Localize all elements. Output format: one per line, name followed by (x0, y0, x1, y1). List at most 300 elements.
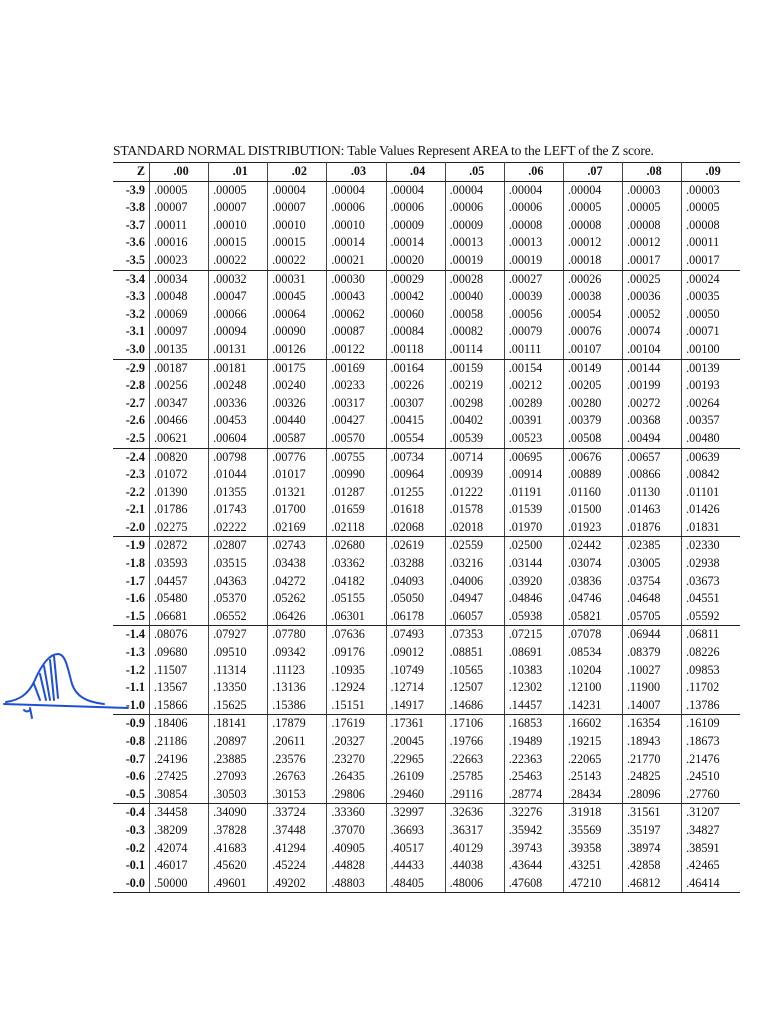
table-title: STANDARD NORMAL DISTRIBUTION: Table Values Represent AREA to the LEFT of the Z score. (113, 143, 654, 158)
z-value-cell: -1.8 (125, 556, 145, 571)
area-value-cell: .30153 (268, 786, 327, 804)
area-value-cell: .44038 (445, 857, 504, 875)
area-value-cell: .00523 (504, 430, 563, 448)
area-value-cell: .00006 (445, 199, 504, 217)
area-value-cell: .00011 (150, 217, 209, 235)
area-value-cell: .00842 (682, 466, 740, 484)
area-value-cell: .00050 (682, 306, 740, 324)
area-value-cell: .06681 (150, 608, 209, 626)
area-value-cell: .19215 (563, 733, 622, 751)
area-value-cell: .00062 (327, 306, 386, 324)
table-row (113, 573, 740, 591)
area-value-cell: .20897 (209, 733, 268, 751)
area-value-cell: .33724 (268, 804, 327, 822)
z-value-cell: -1.0 (113, 697, 150, 715)
area-value-cell: .00090 (268, 323, 327, 341)
area-value-cell: .35569 (563, 822, 622, 840)
area-value-cell: .12100 (563, 679, 622, 697)
area-value-cell: .00025 (623, 270, 682, 288)
area-value-cell: .03074 (563, 555, 622, 573)
area-value-cell: .00226 (386, 377, 445, 395)
area-value-cell: .04648 (623, 590, 682, 608)
area-value-cell: .00017 (623, 252, 682, 270)
z-value-cell: -3.3 (125, 289, 145, 304)
area-value-cell: .15866 (150, 697, 209, 715)
table-row (113, 555, 740, 573)
area-value-cell: .14231 (563, 697, 622, 715)
area-value-cell: .00043 (327, 288, 386, 306)
area-value-cell: .12302 (504, 679, 563, 697)
area-value-cell: .00866 (623, 466, 682, 484)
area-value-cell: .32636 (445, 804, 504, 822)
z-value-cell: -1.7 (125, 573, 145, 588)
area-value-cell: .03144 (504, 555, 563, 573)
z-value-cell: -1.4 (125, 627, 145, 642)
area-value-cell: .00038 (563, 288, 622, 306)
area-value-cell: .32276 (504, 804, 563, 822)
area-value-cell: .09853 (682, 662, 740, 680)
area-value-cell: .02680 (327, 537, 386, 555)
area-value-cell: .03288 (386, 555, 445, 573)
area-value-cell: .07353 (445, 626, 504, 644)
header-col-04: .04 (386, 163, 445, 182)
area-value-cell: .00939 (445, 466, 504, 484)
area-value-cell: .00060 (386, 306, 445, 324)
area-value-cell: .00084 (386, 323, 445, 341)
area-value-cell: .18943 (623, 733, 682, 751)
area-value-cell: .00317 (327, 395, 386, 413)
area-value-cell: .31561 (623, 804, 682, 822)
area-value-cell: .00357 (682, 412, 740, 430)
area-value-cell: .13786 (682, 697, 740, 715)
area-value-cell: .22363 (504, 751, 563, 769)
header-col-09: .09 (682, 163, 740, 182)
area-value-cell: .00032 (209, 270, 268, 288)
area-value-cell: .20045 (386, 733, 445, 751)
area-value-cell: .00048 (150, 288, 209, 306)
area-value-cell: .17619 (327, 715, 386, 733)
area-value-cell: .01463 (623, 501, 682, 519)
area-value-cell: .00028 (445, 270, 504, 288)
area-value-cell: .01160 (563, 484, 622, 502)
area-value-cell: .00480 (682, 430, 740, 448)
area-value-cell: .00104 (623, 341, 682, 359)
area-value-cell: .13567 (150, 679, 209, 697)
table-row (113, 519, 740, 537)
area-value-cell: .10027 (623, 662, 682, 680)
area-value-cell: .04363 (209, 573, 268, 591)
area-value-cell: .00006 (504, 199, 563, 217)
z-value-cell: -3.8 (125, 200, 145, 215)
table-row (113, 359, 740, 377)
area-value-cell: .13350 (209, 679, 268, 697)
z-value-cell: -2.4 (125, 449, 145, 464)
area-value-cell: .00169 (327, 359, 386, 377)
area-value-cell: .00508 (563, 430, 622, 448)
area-value-cell: .00466 (150, 412, 209, 430)
area-value-cell: .28434 (563, 786, 622, 804)
z-value-cell: -2.8 (125, 378, 145, 393)
area-value-cell: .00159 (445, 359, 504, 377)
area-value-cell: .00009 (445, 217, 504, 235)
area-value-cell: .02385 (623, 537, 682, 555)
area-value-cell: .00066 (209, 306, 268, 324)
area-value-cell: .21770 (623, 751, 682, 769)
area-value-cell: .25143 (563, 768, 622, 786)
area-value-cell: .00005 (563, 199, 622, 217)
area-value-cell: .06178 (386, 608, 445, 626)
area-value-cell: .01539 (504, 501, 563, 519)
z-value-cell: -2.0 (113, 519, 150, 537)
area-value-cell: .02118 (327, 519, 386, 537)
z-value-cell: -0.0 (113, 875, 150, 893)
table-row (113, 395, 740, 413)
area-value-cell: .01500 (563, 501, 622, 519)
area-value-cell: .39358 (563, 840, 622, 858)
table-row (113, 768, 740, 786)
area-value-cell: .11123 (268, 662, 327, 680)
area-value-cell: .01191 (504, 484, 563, 502)
area-value-cell: .12714 (386, 679, 445, 697)
area-value-cell: .00003 (623, 181, 682, 199)
area-value-cell: .04947 (445, 590, 504, 608)
header-col-02: .02 (268, 163, 327, 182)
area-value-cell: .00014 (386, 234, 445, 252)
area-value-cell: .03836 (563, 573, 622, 591)
area-value-cell: .07078 (563, 626, 622, 644)
area-value-cell: .16853 (504, 715, 563, 733)
area-value-cell: .00272 (623, 395, 682, 413)
area-value-cell: .02743 (268, 537, 327, 555)
area-value-cell: .01130 (623, 484, 682, 502)
area-value-cell: .00076 (563, 323, 622, 341)
area-value-cell: .00097 (150, 323, 209, 341)
area-value-cell: .00175 (268, 359, 327, 377)
area-value-cell: .18406 (150, 715, 209, 733)
area-value-cell: .01222 (445, 484, 504, 502)
area-value-cell: .03673 (682, 573, 740, 591)
area-value-cell: .00368 (623, 412, 682, 430)
area-value-cell: .00570 (327, 430, 386, 448)
table-row (113, 448, 740, 466)
table-header-row (113, 163, 740, 182)
area-value-cell: .43644 (504, 857, 563, 875)
area-value-cell: .00264 (682, 395, 740, 413)
area-value-cell: .00010 (327, 217, 386, 235)
area-value-cell: .09510 (209, 644, 268, 662)
area-value-cell: .00021 (327, 252, 386, 270)
table-row (113, 715, 740, 733)
area-value-cell: .01700 (268, 501, 327, 519)
area-value-cell: .00107 (563, 341, 622, 359)
table-row (113, 751, 740, 769)
area-value-cell: .38591 (682, 840, 740, 858)
area-value-cell: .40129 (445, 840, 504, 858)
area-value-cell: .24825 (623, 768, 682, 786)
baseline-stroke (4, 704, 128, 708)
area-value-cell: .00064 (268, 306, 327, 324)
area-value-cell: .00347 (150, 395, 209, 413)
area-value-cell: .00069 (150, 306, 209, 324)
table-row (113, 306, 740, 324)
area-value-cell: .22065 (563, 751, 622, 769)
area-value-cell: .04846 (504, 590, 563, 608)
z-value-cell: -1.5 (113, 608, 150, 626)
area-value-cell: .00027 (504, 270, 563, 288)
area-value-cell: .06811 (682, 626, 740, 644)
area-value-cell: .00193 (682, 377, 740, 395)
area-value-cell: .10935 (327, 662, 386, 680)
z-value-cell: -1.6 (125, 591, 145, 606)
area-value-cell: .00100 (682, 341, 740, 359)
area-value-cell: .02559 (445, 537, 504, 555)
z-value-cell: -3.2 (125, 306, 145, 321)
area-value-cell: .29460 (386, 786, 445, 804)
area-value-cell: .49601 (209, 875, 268, 893)
area-value-cell: .00336 (209, 395, 268, 413)
area-value-cell: .48006 (445, 875, 504, 893)
table-row (113, 288, 740, 306)
area-value-cell: .00539 (445, 430, 504, 448)
area-value-cell: .00010 (209, 217, 268, 235)
area-value-cell: .00914 (504, 466, 563, 484)
area-value-cell: .27093 (209, 768, 268, 786)
area-value-cell: .09680 (150, 644, 209, 662)
area-value-cell: .00126 (268, 341, 327, 359)
area-value-cell: .38209 (150, 822, 209, 840)
area-value-cell: .03593 (150, 555, 209, 573)
z-value-cell: -3.0 (113, 341, 150, 359)
area-value-cell: .00011 (682, 234, 740, 252)
area-value-cell: .06057 (445, 608, 504, 626)
area-value-cell: .00135 (150, 341, 209, 359)
area-value-cell: .37828 (209, 822, 268, 840)
area-value-cell: .01659 (327, 501, 386, 519)
area-value-cell: .08534 (563, 644, 622, 662)
z-value-cell: -2.7 (125, 395, 145, 410)
area-value-cell: .28096 (623, 786, 682, 804)
area-value-cell: .00122 (327, 341, 386, 359)
area-value-cell: .00012 (563, 234, 622, 252)
area-value-cell: .00639 (682, 448, 740, 466)
area-value-cell: .00554 (386, 430, 445, 448)
area-value-cell: .00040 (445, 288, 504, 306)
area-value-cell: .36693 (386, 822, 445, 840)
area-value-cell: .01831 (682, 519, 740, 537)
area-value-cell: .02330 (682, 537, 740, 555)
area-value-cell: .21476 (682, 751, 740, 769)
area-value-cell: .42858 (623, 857, 682, 875)
area-value-cell: .00326 (268, 395, 327, 413)
area-value-cell: .35197 (623, 822, 682, 840)
area-value-cell: .42074 (150, 840, 209, 858)
area-value-cell: .14007 (623, 697, 682, 715)
area-value-cell: .00022 (268, 252, 327, 270)
area-value-cell: .29116 (445, 786, 504, 804)
table-row (113, 733, 740, 751)
area-value-cell: .41294 (268, 840, 327, 858)
area-value-cell: .08851 (445, 644, 504, 662)
table-row (113, 804, 740, 822)
area-value-cell: .08076 (150, 626, 209, 644)
area-value-cell: .11507 (150, 662, 209, 680)
area-value-cell: .00114 (445, 341, 504, 359)
area-value-cell: .26763 (268, 768, 327, 786)
area-value-cell: .00094 (209, 323, 268, 341)
area-value-cell: .00289 (504, 395, 563, 413)
area-value-cell: .43251 (563, 857, 622, 875)
table-row (113, 341, 740, 359)
area-value-cell: .00036 (623, 288, 682, 306)
area-value-cell: .00071 (682, 323, 740, 341)
z-value-cell: -2.6 (125, 413, 145, 428)
area-value-cell: .34827 (682, 822, 740, 840)
area-value-cell: .05370 (209, 590, 268, 608)
area-value-cell: .00079 (504, 323, 563, 341)
area-value-cell: .00440 (268, 412, 327, 430)
area-value-cell: .05821 (563, 608, 622, 626)
area-value-cell: .00657 (623, 448, 682, 466)
area-value-cell: .02442 (563, 537, 622, 555)
area-value-cell: .00034 (150, 270, 209, 288)
area-value-cell: .00004 (268, 181, 327, 199)
area-value-cell: .00005 (150, 181, 209, 199)
area-value-cell: .18673 (682, 733, 740, 751)
header-col-05: .05 (445, 163, 504, 182)
area-value-cell: .00453 (209, 412, 268, 430)
area-value-cell: .17361 (386, 715, 445, 733)
header-col-08: .08 (623, 163, 682, 182)
area-value-cell: .14917 (386, 697, 445, 715)
area-value-cell: .00016 (150, 234, 209, 252)
table-row (113, 217, 740, 235)
z-value-cell: -1.1 (125, 680, 145, 695)
area-value-cell: .40517 (386, 840, 445, 858)
area-value-cell: .19489 (504, 733, 563, 751)
z-value-cell: -3.9 (125, 182, 145, 197)
area-value-cell: .41683 (209, 840, 268, 858)
area-value-cell: .00052 (623, 306, 682, 324)
z-value-cell: -3.7 (125, 217, 145, 232)
table-row (113, 697, 740, 715)
area-value-cell: .26435 (327, 768, 386, 786)
area-value-cell: .03754 (623, 573, 682, 591)
area-value-cell: .00964 (386, 466, 445, 484)
area-value-cell: .05155 (327, 590, 386, 608)
area-value-cell: .07215 (504, 626, 563, 644)
area-value-cell: .00013 (504, 234, 563, 252)
table-row (113, 840, 740, 858)
area-value-cell: .28774 (504, 786, 563, 804)
table-row (113, 786, 740, 804)
area-value-cell: .04093 (386, 573, 445, 591)
area-value-cell: .00082 (445, 323, 504, 341)
table-row (113, 199, 740, 217)
header-col-00: .00 (150, 163, 209, 182)
area-value-cell: .44828 (327, 857, 386, 875)
area-value-cell: .04006 (445, 573, 504, 591)
area-value-cell: .00017 (682, 252, 740, 270)
z-value-cell: -0.4 (125, 805, 145, 820)
area-value-cell: .14457 (504, 697, 563, 715)
z-value-cell: -3.4 (125, 271, 145, 286)
area-value-cell: .02938 (682, 555, 740, 573)
z-value-cell: -0.6 (125, 769, 145, 784)
area-value-cell: .00015 (268, 234, 327, 252)
table-row (113, 484, 740, 502)
area-value-cell: .01923 (563, 519, 622, 537)
area-value-cell: .49202 (268, 875, 327, 893)
area-value-cell: .21186 (150, 733, 209, 751)
area-value-cell: .00676 (563, 448, 622, 466)
area-value-cell: .00054 (563, 306, 622, 324)
area-value-cell: .00131 (209, 341, 268, 359)
area-value-cell: .00734 (386, 448, 445, 466)
area-value-cell: .03438 (268, 555, 327, 573)
area-value-cell: .00427 (327, 412, 386, 430)
area-value-cell: .00233 (327, 377, 386, 395)
area-value-cell: .03005 (623, 555, 682, 573)
z-value-cell: -0.7 (125, 751, 145, 766)
area-value-cell: .11314 (209, 662, 268, 680)
area-value-cell: .10383 (504, 662, 563, 680)
area-value-cell: .00010 (268, 217, 327, 235)
area-value-cell: .15386 (268, 697, 327, 715)
area-value-cell: .06426 (268, 608, 327, 626)
table-row (113, 590, 740, 608)
area-value-cell: .33360 (327, 804, 386, 822)
area-value-cell: .01101 (682, 484, 740, 502)
table-row (113, 377, 740, 395)
area-value-cell: .22965 (386, 751, 445, 769)
area-value-cell: .00212 (504, 377, 563, 395)
area-value-cell: .36317 (445, 822, 504, 840)
area-value-cell: .17106 (445, 715, 504, 733)
z-score-table (113, 162, 740, 893)
area-value-cell: .04272 (268, 573, 327, 591)
area-value-cell: .40905 (327, 840, 386, 858)
area-value-cell: .00039 (504, 288, 563, 306)
area-value-cell: .02872 (150, 537, 209, 555)
area-value-cell: .02807 (209, 537, 268, 555)
area-value-cell: .00307 (386, 395, 445, 413)
area-value-cell: .06944 (623, 626, 682, 644)
area-value-cell: .00007 (150, 199, 209, 217)
area-value-cell: .34458 (150, 804, 209, 822)
area-value-cell: .04746 (563, 590, 622, 608)
area-value-cell: .31918 (563, 804, 622, 822)
area-value-cell: .16602 (563, 715, 622, 733)
area-value-cell: .27760 (682, 786, 740, 804)
z-value-cell: -3.5 (113, 252, 150, 270)
area-value-cell: .00008 (682, 217, 740, 235)
area-value-cell: .37070 (327, 822, 386, 840)
table-row (113, 662, 740, 680)
area-value-cell: .02619 (386, 537, 445, 555)
header-z: Z (113, 163, 150, 182)
area-value-cell: .23885 (209, 751, 268, 769)
table-row (113, 466, 740, 484)
area-value-cell: .00154 (504, 359, 563, 377)
area-value-cell: .00004 (386, 181, 445, 199)
area-value-cell: .39743 (504, 840, 563, 858)
area-value-cell: .01321 (268, 484, 327, 502)
area-value-cell: .11900 (623, 679, 682, 697)
area-value-cell: .00379 (563, 412, 622, 430)
area-value-cell: .10749 (386, 662, 445, 680)
area-value-cell: .04457 (150, 573, 209, 591)
area-value-cell: .01390 (150, 484, 209, 502)
